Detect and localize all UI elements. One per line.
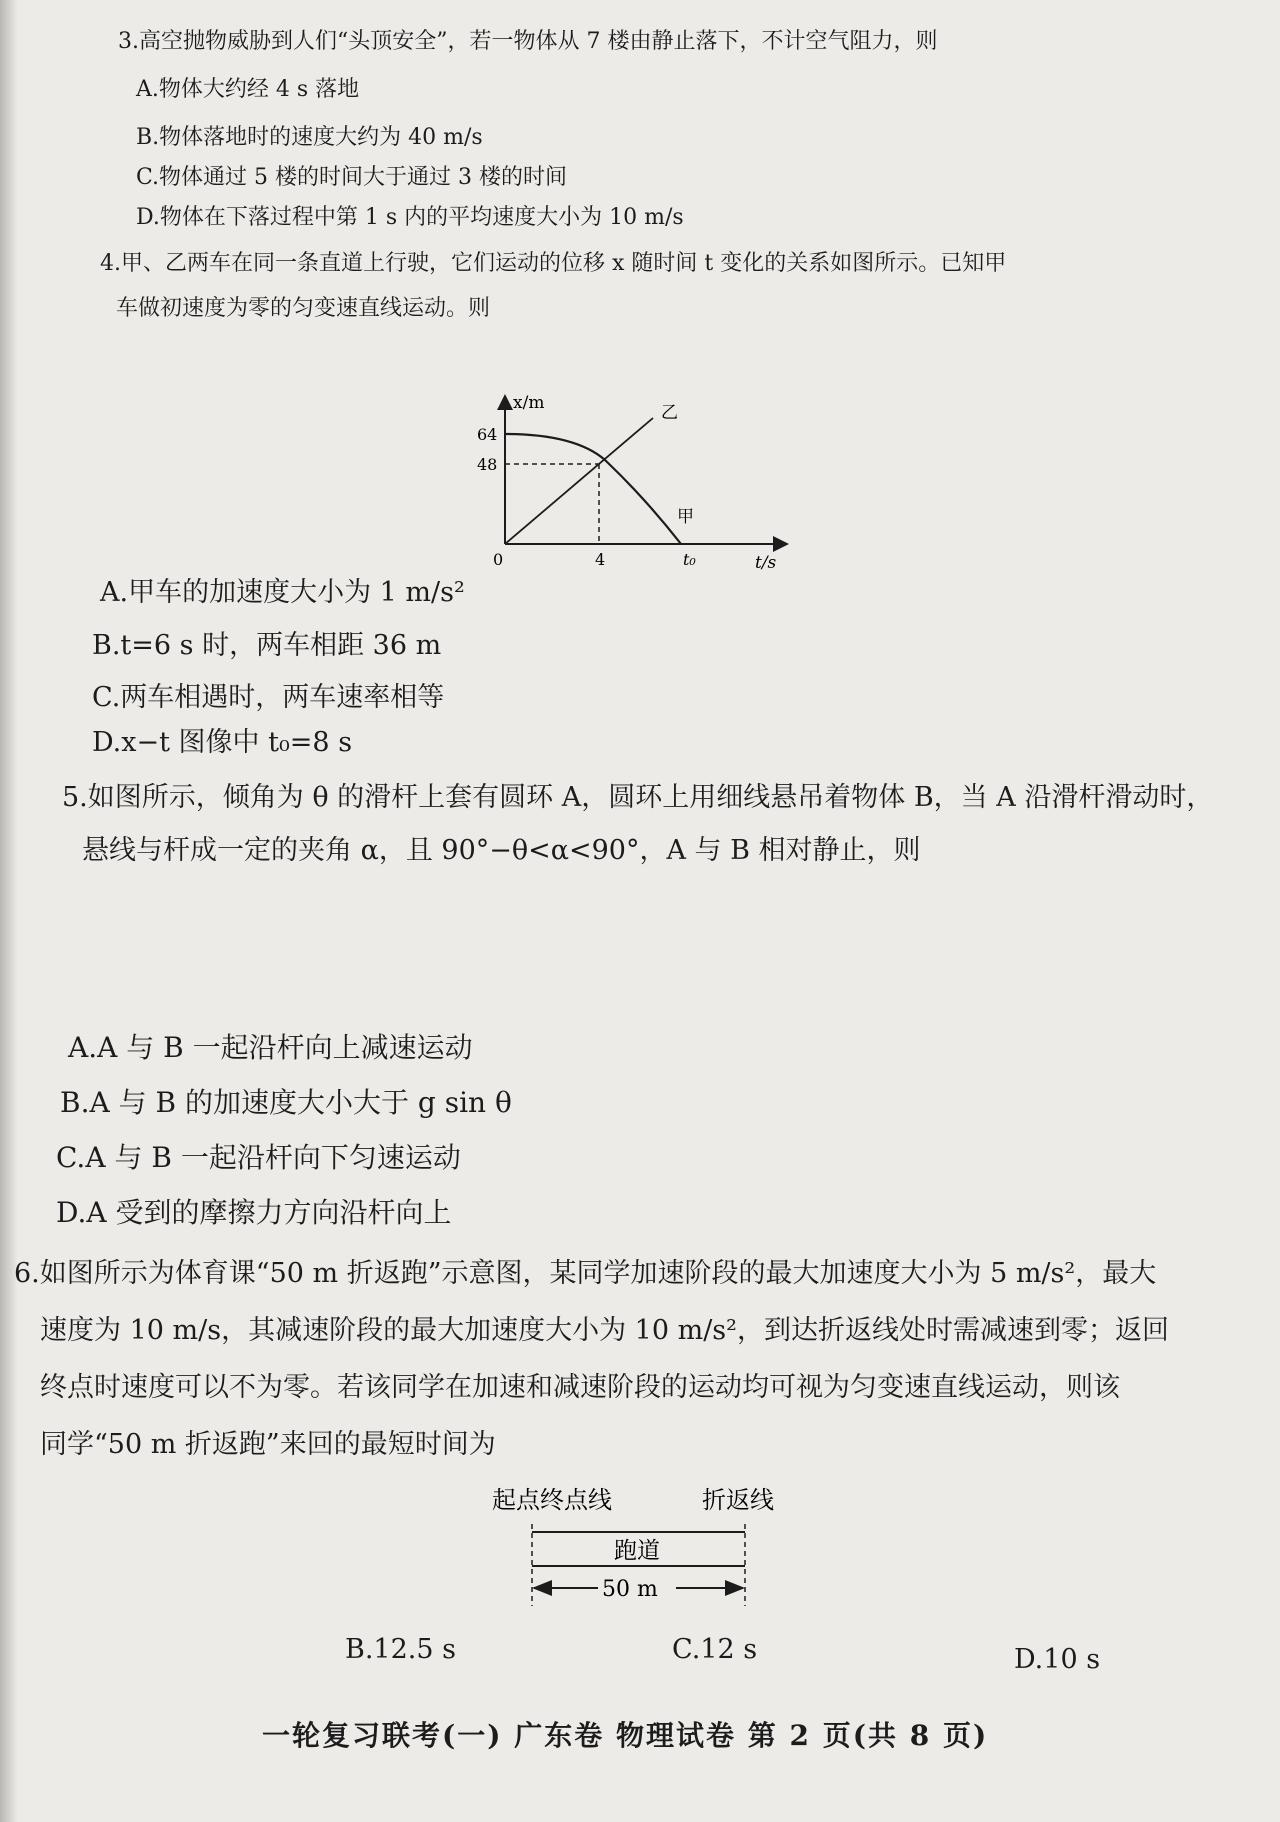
q5-option-b: B.A 与 B 的加速度大小大于 g sin θ bbox=[60, 1086, 512, 1119]
q6-turn-line-label: 折返线 bbox=[702, 1486, 774, 1514]
q6-option-c: C.12 s bbox=[672, 1634, 758, 1665]
q6-option-b: B.12.5 s bbox=[345, 1634, 456, 1665]
q3-option-a: A.物体大约经 4 s 落地 bbox=[136, 77, 360, 102]
q4-option-a: A.甲车的加速度大小为 1 m/s² bbox=[100, 577, 465, 608]
q4-graph-label-yi: 乙 bbox=[661, 403, 678, 423]
q3-option-b: B.物体落地时的速度大约为 40 m/s bbox=[136, 125, 483, 150]
q6-stem-line4: 同学“50 m 折返跑”来回的最短时间为 bbox=[40, 1429, 496, 1460]
q5-option-d: D.A 受到的摩擦力方向沿杆向上 bbox=[56, 1196, 452, 1229]
q4-graph-ytick-48: 48 bbox=[477, 455, 498, 474]
q4-stem-line2: 车做初速度为零的匀变速直线运动。则 bbox=[116, 296, 491, 321]
q5-option-c: C.A 与 B 一起沿杆向下匀速运动 bbox=[56, 1141, 461, 1174]
q4-xt-graph bbox=[455, 388, 815, 573]
q4-option-d: D.x−t 图像中 t₀=8 s bbox=[92, 727, 353, 758]
q5-option-a: A.A 与 B 一起沿杆向上减速运动 bbox=[68, 1031, 473, 1064]
q4-stem-line1: 4.甲、乙两车在同一条直道上行驶，它们运动的位移 x 随时间 t 变化的关系如图所示。已知甲 bbox=[100, 251, 1007, 276]
page-footer: 一轮复习联考(一) 广东卷 物理试卷 第 2 页(共 8 页) bbox=[262, 1719, 989, 1752]
q4-graph-curve-jia bbox=[505, 434, 681, 544]
q6-stem-line3: 终点时速度可以不为零。若该同学在加速和减速阶段的运动均可视为匀变速直线运动，则该 bbox=[40, 1372, 1120, 1403]
q6-stem-line1: 6.如图所示为体育课“50 m 折返跑”示意图，某同学加速阶段的最大加速度大小为 5 m/s²，最大 bbox=[14, 1258, 1157, 1289]
q4-graph-xtick-4: 4 bbox=[595, 550, 606, 569]
q6-distance-label: 50 m bbox=[602, 1577, 658, 1602]
q6-track-label: 跑道 bbox=[614, 1538, 660, 1564]
q4-graph-line-yi bbox=[505, 418, 653, 544]
q4-graph-label-jia: 甲 bbox=[677, 507, 694, 527]
q6-track-diagram bbox=[480, 1478, 800, 1608]
q5-stem-line2: 悬线与杆成一定的夹角 α，且 90°−θ<α<90°，A 与 B 相对静止，则 bbox=[82, 835, 921, 866]
q4-option-b: B.t=6 s 时，两车相距 36 m bbox=[92, 630, 442, 661]
q4-graph-origin: 0 bbox=[493, 550, 504, 569]
q4-graph-xtick-t0: t₀ bbox=[683, 550, 696, 569]
q4-graph-ytick-64: 64 bbox=[477, 425, 498, 444]
q6-stem-line2: 速度为 10 m/s，其减速阶段的最大加速度大小为 10 m/s²，到达折返线处时需减速到零；返回 bbox=[40, 1315, 1169, 1346]
q6-option-d: D.10 s bbox=[1014, 1644, 1101, 1675]
q4-option-c: C.两车相遇时，两车速率相等 bbox=[92, 682, 445, 713]
page-shadow-edge bbox=[0, 0, 18, 1822]
q6-start-finish-label: 起点终点线 bbox=[492, 1486, 612, 1514]
q3-option-d: D.物体在下落过程中第 1 s 内的平均速度大小为 10 m/s bbox=[136, 205, 684, 230]
q3-option-c: C.物体通过 5 楼的时间大于通过 3 楼的时间 bbox=[136, 165, 568, 190]
q4-graph-x-label: t/s bbox=[755, 553, 777, 573]
q4-graph-y-label: x/m bbox=[513, 393, 545, 413]
q5-stem-line1: 5.如图所示，倾角为 θ 的滑杆上套有圆环 A，圆环上用细线悬吊着物体 B，当 A 沿滑杆滑动时， bbox=[62, 782, 1214, 813]
q3-stem: 3.高空抛物威胁到人们“头顶安全”，若一物体从 7 楼由静止落下，不计空气阻力，则 bbox=[118, 29, 938, 54]
